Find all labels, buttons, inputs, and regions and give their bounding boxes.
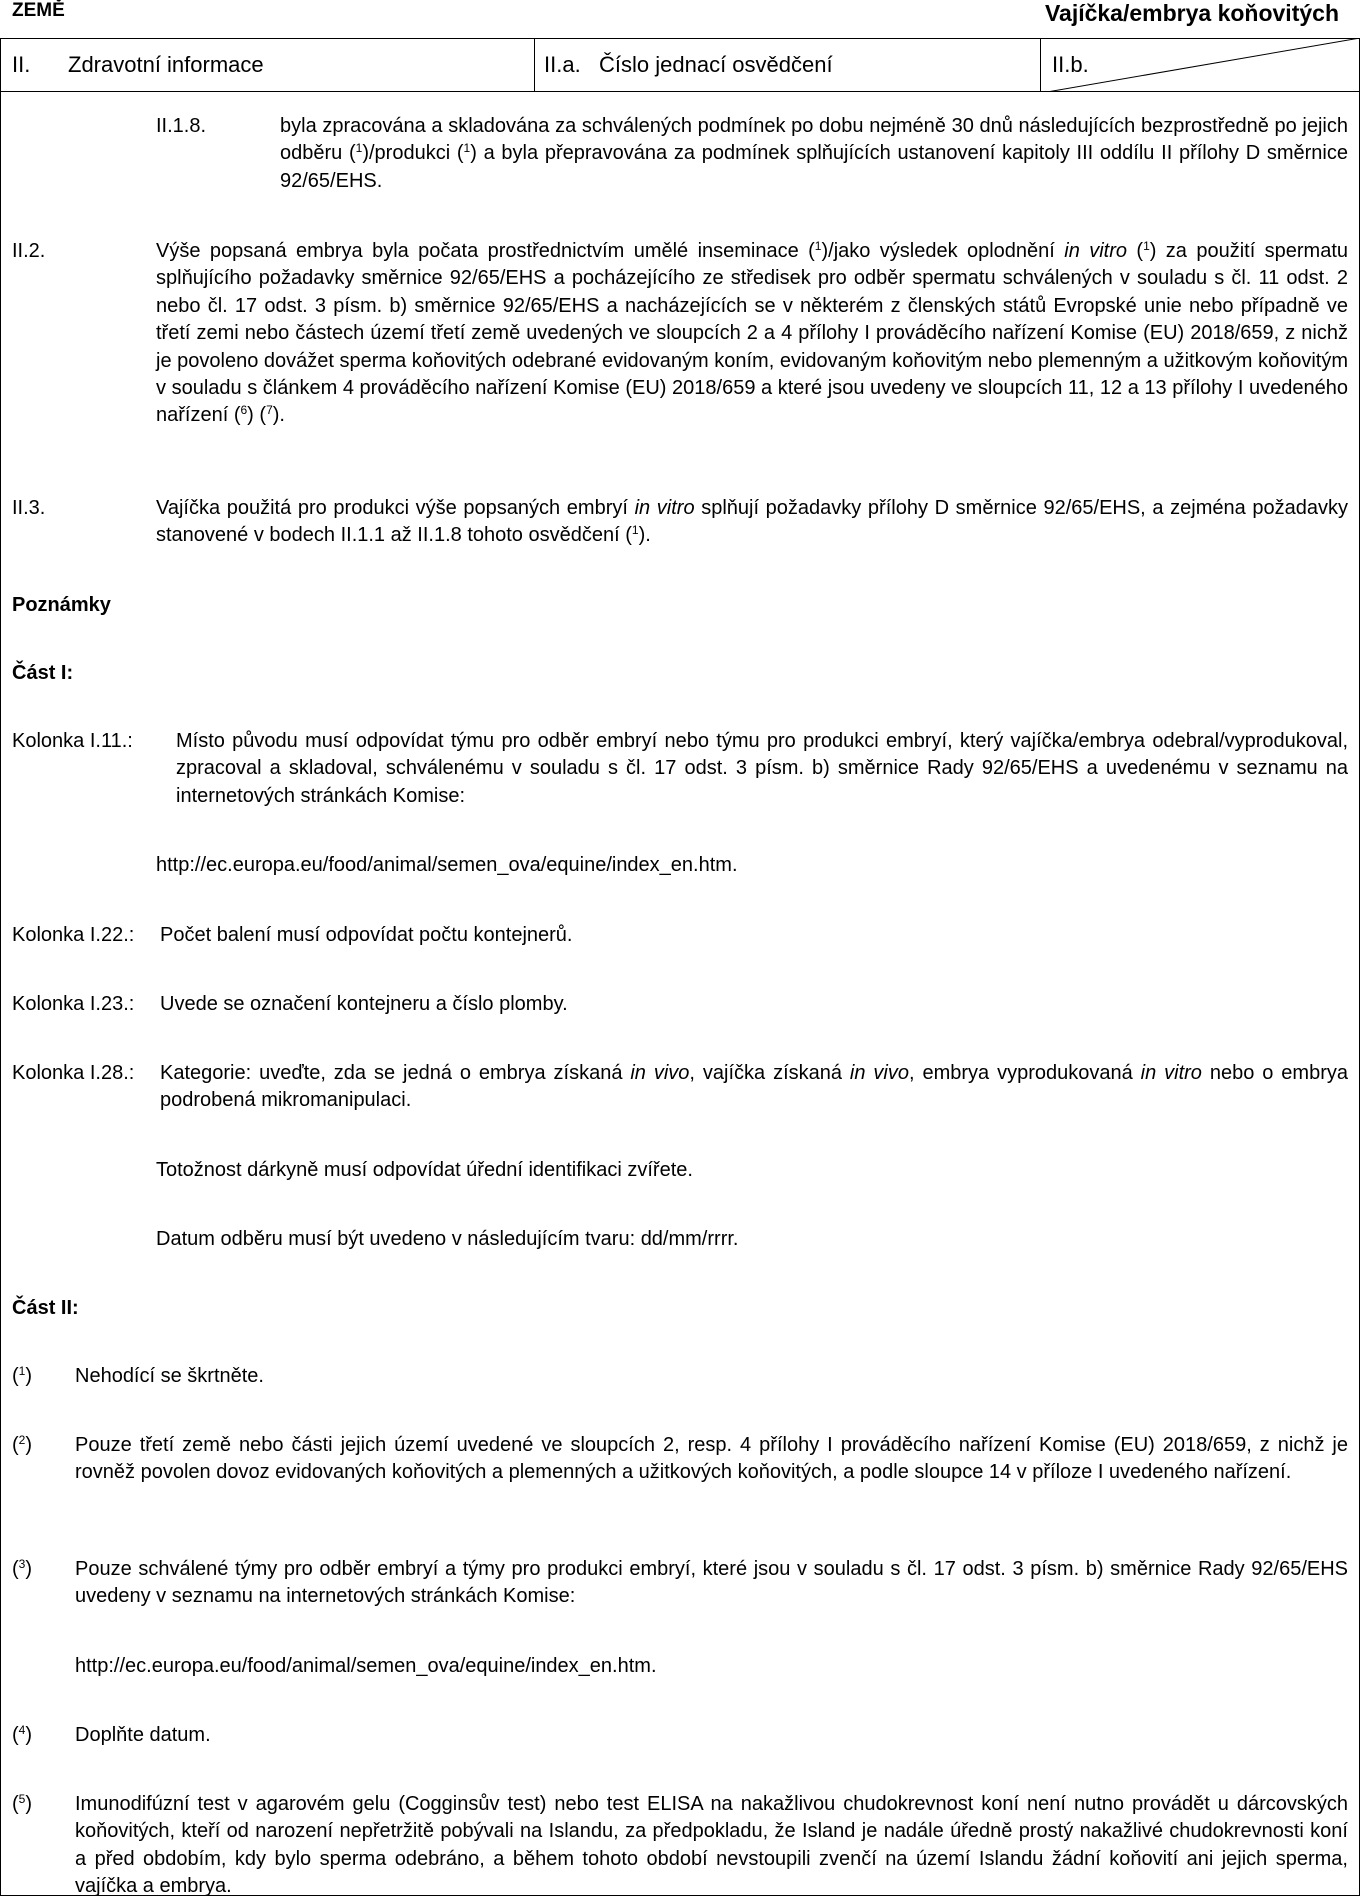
part-one-heading: Část I: [12, 662, 74, 684]
section-iib-label: II.b. [1052, 52, 1089, 77]
footnote-number: ($^1$) [12, 1364, 33, 1387]
commission-url: http://ec.europa.eu/food/animal/semen_ova/equine/index_en.htm. [75, 1655, 657, 1677]
part-two-heading: Část II: [12, 1297, 79, 1319]
box-note-text: Počet balení musí odpovídat počtu kontejnerů. [160, 924, 573, 946]
box-label: Kolonka I.28.: [12, 1062, 135, 1084]
footnote-number: ($^2$) [12, 1433, 33, 1456]
footnote-text: Imunodifúzní test v agarovém gelu (Cogginsův test) nebo test ELISA na nakažlivou chudokrevnost koní není nutno provádět u dárcovských koňovitých, kteří od narození nepřetržitě pobývali na Islandu, za předpokladu, že Island je nadále úředně prostý nakažlivé chudokrevnosti koní a před obdobím, kdy bylo sperma odebráno, a během tohoto období nevstoupili zvenčí na území Islandu žádní koňovití ani jejich sperma, vajíčka a embrya. [75, 1793, 1348, 1898]
footnote-number: ($^3$) [12, 1557, 33, 1580]
clause-text: Vajíčka použitá pro produkci výše popsaných embryí in vitro splňují požadavky přílohy D směrnice 92/65/EHS, a zejména požadavky stanovené v bodech II.1.1 až II.1.8 tohoto osvědčení ($^1$). [156, 497, 1349, 547]
box-label: Kolonka I.11.: [12, 730, 133, 752]
footnote-text: Doplňte datum. [75, 1724, 211, 1746]
box-note-text: Místo původu musí odpovídat týmu pro odběr embryí nebo týmu pro produkci embryí, který vajíčka/embrya odebral/vyprodukoval, zpracoval a skladoval, schválenému v souladu s čl. 17 odst. 3 písm. b) směrnice Rady 92/65/EHS a uvedenému v seznamu na internetových stránkách Komise: [176, 730, 1348, 807]
clause-number: II.2. [12, 240, 46, 262]
clause-number: II.3. [12, 497, 46, 519]
footnote-number: ($^5$) [12, 1792, 33, 1815]
footnote-text: Pouze třetí země nebo části jejich území uvedené ve sloupcích 2, resp. 4 přílohy I prováděcího nařízení Komise (EU) 2018/659, z nichž je rovněž povolen dovoz evidovaných koňovitých a plemenných a užitkových koňovitých, a podle sloupce 14 v příloze I uvedeného nařízení. [75, 1434, 1348, 1484]
country-label: ZEMĚ [12, 0, 65, 21]
box-label: Kolonka I.23.: [12, 993, 135, 1015]
clause-number: II.1.8. [156, 115, 207, 137]
reference-number-label: II.a. Číslo jednací osvědčení [544, 52, 833, 77]
box-note-text: Uvede se označení kontejneru a číslo plomby. [160, 993, 568, 1015]
section-number: II. [12, 52, 31, 77]
clause-text: byla zpracována a skladována za schválených podmínek po dobu nejméně 30 dnů následujících bezprostředně po jejich odběru ($^1$)/produkci ($^1$) a byla přepravována za podmínek splňujících ustanovení kapitoly III oddílu II přílohy D směrnice 92/65/EHS. [280, 115, 1348, 192]
footnote-text: Pouze schválené týmy pro odběr embryí a týmy pro produkci embryí, které jsou v souladu s čl. 17 odst. 3 písm. b) směrnice Rady 92/65/EHS uvedeny v seznamu na internetových stránkách Komise: [75, 1558, 1348, 1608]
footnote-number: ($^4$) [12, 1723, 33, 1746]
section-title: Zdravotní informace [68, 52, 264, 77]
box-label: Kolonka I.22.: [12, 924, 135, 946]
column-divider [1040, 38, 1041, 92]
box-note-text: Datum odběru musí být uvedeno v následujícím tvaru: dd/mm/rrrr. [156, 1228, 739, 1250]
header-diagonal-line [1047, 38, 1360, 92]
box-note-text: Totožnost dárkyně musí odpovídat úřední identifikaci zvířete. [156, 1159, 693, 1181]
box-note-text: Kategorie: uveďte, zda se jedná o embrya získaná in vivo, vajíčka získaná in vivo, embrya vyprodukovaná in vitro nebo o embrya podrobená mikromanipulaci. [160, 1062, 1348, 1112]
notes-heading: Poznámky [12, 594, 111, 616]
clause-text: Výše popsaná embrya byla počata prostřednictvím umělé inseminace ($^1$)/jako výsledek oplodnění in vitro ($^1$) za použití spermatu splňujícího požadavky směrnice 92/65/EHS a pocházejícího ze středisek pro odběr spermatu schválených v souladu s čl. 11 odst. 2 nebo čl. 17 odst. 3 písm. b) směrnice 92/65/EHS a nacházejících se v některém z členských států Evropské unie nebo případně ve třetí zemi nebo částech území třetí země uvedených ve sloupcích 2 a 4 přílohy I prováděcího nařízení Komise (EU) 2018/659, z nichž je povoleno dovážet sperma koňovitých odebrané evidovaným koním, evidovaným koňovitým nebo plemenným a užitkovým koňovitým v souladu s článkem 4 prováděcího nařízení Komise (EU) 2018/659 a které jsou uvedeny ve sloupcích 11, 12 a 13 přílohy I uvedeného nařízení ($^6$) ($^7$). [156, 239, 1349, 427]
footnote-text: Nehodící se škrtněte. [75, 1365, 264, 1387]
column-divider [534, 38, 535, 92]
certificate-title: Vajíčka/embrya koňovitých [1044, 0, 1339, 26]
commission-url: http://ec.europa.eu/food/animal/semen_ova/equine/index_en.htm. [156, 854, 738, 876]
